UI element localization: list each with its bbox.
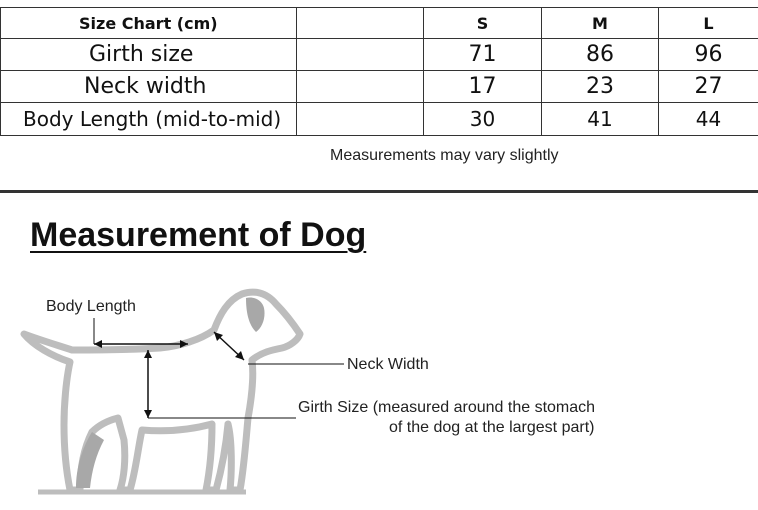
size-l-header: L — [659, 8, 758, 39]
size-chart-section — [0, 7, 758, 193]
row-label-body-length: Body Length (mid-to-mid) — [1, 103, 297, 136]
body-length-label: Body Length — [46, 298, 136, 315]
dog-hind-leg-shade — [76, 432, 104, 488]
body-l-value: 44 — [659, 103, 758, 136]
neck-l-value: 27 — [659, 71, 758, 103]
girth-label-line1: Girth Size (measured around the stomach — [298, 399, 596, 416]
arrowhead — [144, 410, 152, 418]
size-m-header: M — [542, 8, 659, 39]
girth-s-value: 71 — [424, 39, 542, 71]
table-header-row — [1, 8, 758, 39]
row-label-neck: Neck width — [1, 71, 297, 103]
girth-label-line2: of the dog at the largest part) — [389, 419, 595, 436]
measurement-heading: Measurement of Dog — [30, 216, 367, 254]
neck-m-value: 23 — [542, 71, 659, 103]
row-label-girth: Girth size — [1, 39, 297, 71]
table-row — [1, 71, 758, 103]
neck-s-value: 17 — [424, 71, 542, 103]
dog-ear — [246, 297, 265, 332]
measurement-note: Measurements may vary slightly — [330, 147, 559, 164]
neck-width-label: Neck Width — [347, 356, 429, 373]
body-m-value: 41 — [542, 103, 659, 136]
size-chart-table — [0, 7, 758, 136]
note-box — [0, 133, 758, 193]
girth-l-value: 96 — [659, 39, 758, 71]
size-chart-title: Size Chart (cm) — [1, 8, 297, 39]
girth-m-value: 86 — [542, 39, 659, 71]
body-s-value: 30 — [424, 103, 542, 136]
table-row — [1, 39, 758, 71]
table-row — [1, 103, 758, 136]
empty-cell — [297, 71, 424, 103]
size-s-header: S — [424, 8, 542, 39]
empty-header-cell — [297, 8, 424, 39]
empty-cell — [297, 103, 424, 136]
empty-cell — [297, 39, 424, 71]
